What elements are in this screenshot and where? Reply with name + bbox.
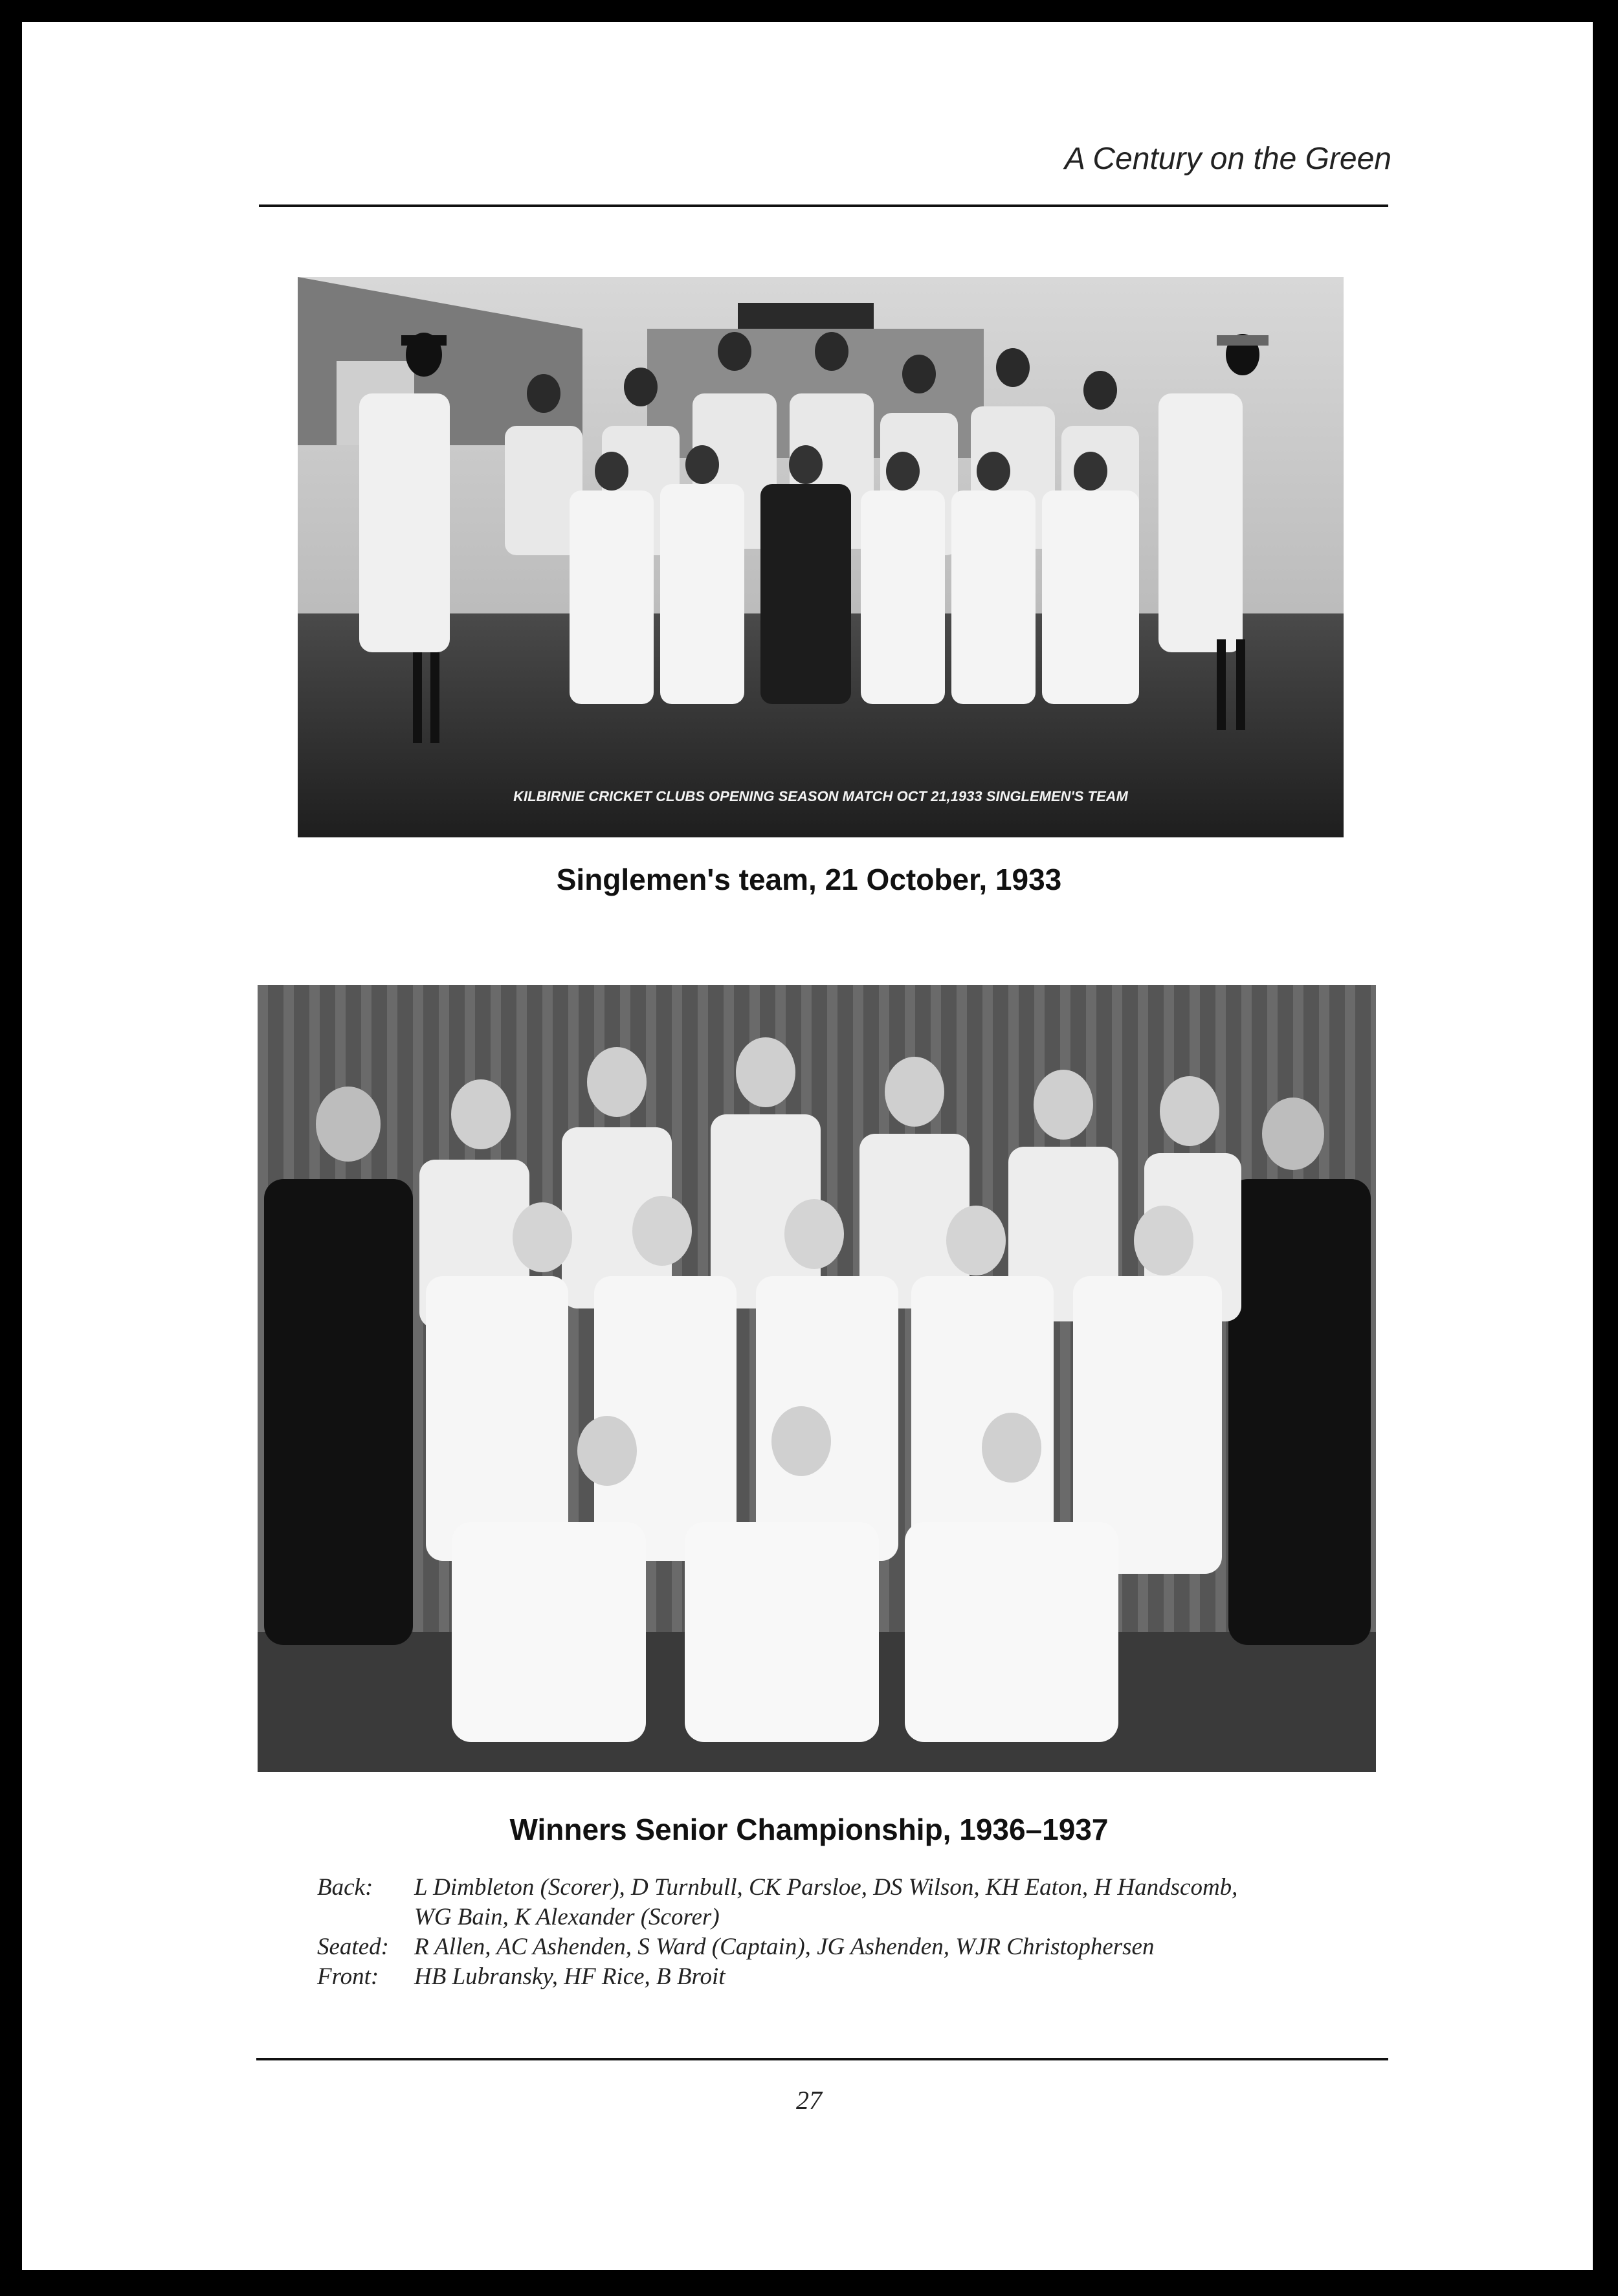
footer-rule [256, 2058, 1388, 2060]
page-number: 27 [796, 2086, 822, 2115]
running-title: A Century on the Green [1064, 142, 1391, 176]
names-back-row-continued [317, 1903, 1366, 1932]
names-front-row [317, 1962, 1366, 1992]
header-rule [259, 204, 1388, 207]
back-names-line2: WG Bain, K Alexander (Scorer) [414, 1904, 720, 1930]
names-back-row [317, 1873, 1366, 1903]
photo-1933-caption: Singlemen's team, 21 October, 1933 [556, 863, 1062, 896]
front-label: Front: [317, 1963, 379, 1990]
team-photo-1933 [298, 277, 1344, 837]
team-names [317, 1873, 1366, 1992]
photo-inscription: KILBIRNIE CRICKET CLUBS OPENING SEASON MATCH OCT 21,1933 SINGLEMEN'S TEAM [513, 788, 1128, 804]
back-names-line1: L Dimbleton (Scorer), D Turnbull, CK Parsloe, DS Wilson, KH Eaton, H Handscomb, [414, 1874, 1238, 1901]
seated-label: Seated: [317, 1934, 389, 1960]
front-names: HB Lubransky, HF Rice, B Broit [414, 1963, 726, 1990]
names-seated-row [317, 1932, 1366, 1962]
seated-names: R Allen, AC Ashenden, S Ward (Captain), JG Ashenden, WJR Christophersen [414, 1934, 1155, 1960]
photo-1936-caption: Winners Senior Championship, 1936–1937 [509, 1813, 1109, 1846]
team-photo-1936-1937 [258, 985, 1376, 1772]
back-label: Back: [317, 1874, 373, 1901]
